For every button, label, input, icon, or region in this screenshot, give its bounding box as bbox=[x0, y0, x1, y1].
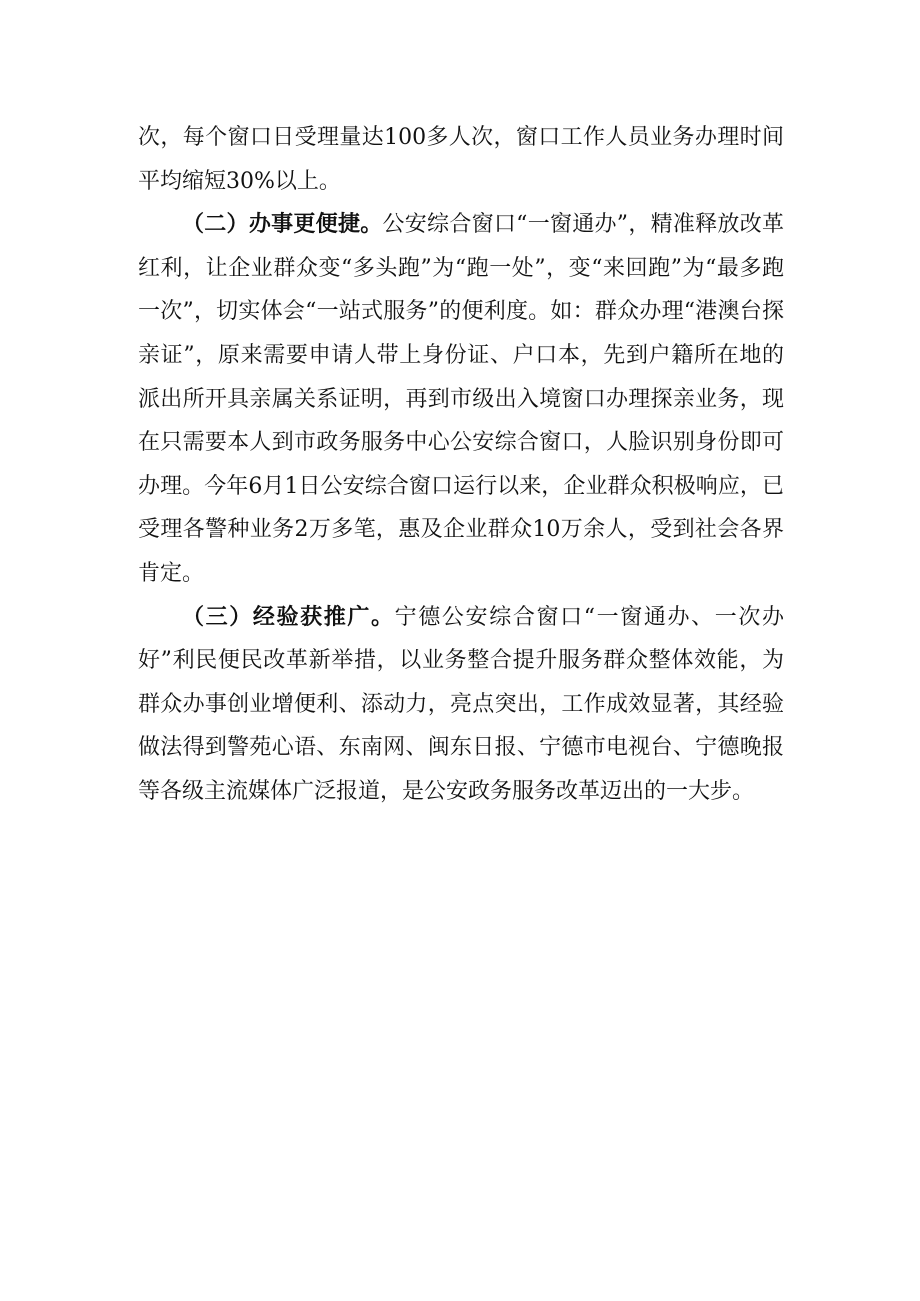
paragraph-text: 公安综合窗口“一窗通办”，精准释放改革红利，让企业群众变“多头跑”为“跑一处”，变“来回跑”为“最多跑一次”，切实体会“一站式服务”的便利度。如：群众办理“港澳台探亲证”，原来需要申请人带上身份证、户口本，先到户籍所在地的派出所开具亲属关系证明，再到市级出入境窗口办理探亲业务，现在只需要本人到市政务服务中心公安综合窗口，人脸识别身份即可办理。今年6月1日公安综合窗口运行以来，企业群众积极响应，已受理各警种业务2万多笔，惠及企业群众10万余人，受到社会各界肯定。 bbox=[138, 212, 784, 586]
paragraph-heading: （二）办事更便捷。 bbox=[182, 211, 383, 238]
document-body bbox=[138, 116, 784, 814]
paragraph-continuation bbox=[138, 116, 784, 203]
paragraph-heading: （三）经验获推广。 bbox=[182, 603, 395, 630]
paragraph-experience-promoted bbox=[138, 596, 784, 814]
paragraph-text: 宁德公安综合窗口“一窗通办、一次办好”利民便民改革新举措，以业务整合提升服务群众整体效能，为群众办事创业增便利、添动力，亮点突出，工作成效显著，其经验做法得到警苑心语、东南网、闽东日报、宁德市电视台、宁德晚报等各级主流媒体广泛报道，是公安政务服务改革迈出的一大步。 bbox=[138, 604, 784, 804]
paragraph-text: 次，每个窗口日受理量达100多人次，窗口工作人员业务办理时间平均缩短30%以上。 bbox=[138, 125, 784, 194]
paragraph-more-convenient bbox=[138, 203, 784, 595]
